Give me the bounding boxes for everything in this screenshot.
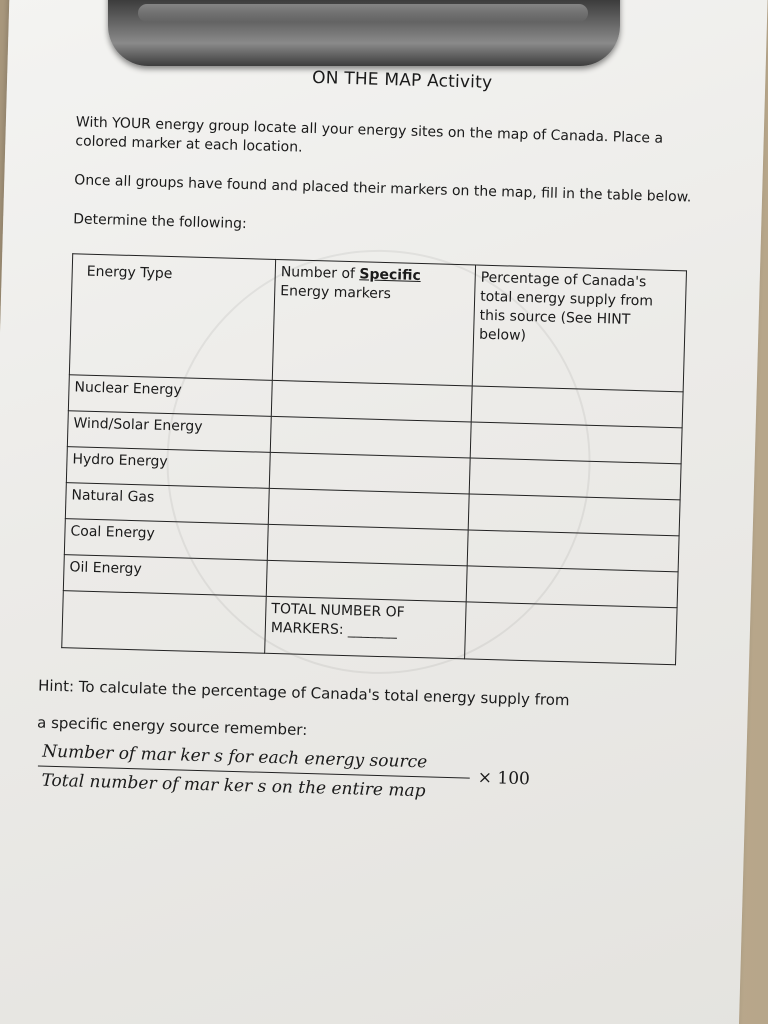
instructions-paragraph-2: Once all groups have found and placed their markers on the map, fill in the table below.	[74, 172, 692, 206]
percentage-cell[interactable]	[469, 458, 681, 500]
markers-cell[interactable]	[269, 452, 470, 494]
energy-type-cell: Oil Energy	[63, 555, 267, 597]
energy-table	[61, 253, 687, 665]
total-empty-cell	[62, 591, 267, 654]
energy-type-cell: Coal Energy	[64, 519, 268, 561]
hint-line-1: Hint: To calculate the percentage of Canada's total energy supply from	[37, 676, 570, 710]
header-markers-suffix: Energy markers	[280, 283, 392, 303]
header-percentage: Percentage of Canada's total energy supply from this source (See HINT below)	[472, 265, 686, 392]
percentage-cell[interactable]	[468, 494, 680, 536]
formula-numerator: Number of mar ker s for each energy source	[42, 741, 428, 773]
worksheet-content	[36, 61, 697, 810]
table-header-row	[69, 254, 686, 392]
hint-line-2: a specific energy source remember:	[36, 713, 308, 740]
markers-cell[interactable]	[268, 488, 469, 530]
percentage-cell[interactable]	[466, 566, 678, 608]
instructions-paragraph-1: With YOUR energy group locate all your energy sites on the map of Canada. Place a colored marker at each location.	[75, 114, 664, 156]
percentage-formula	[37, 740, 558, 807]
percentage-cell[interactable]	[467, 530, 679, 572]
energy-type-cell: Hydro Energy	[66, 447, 270, 489]
header-energy-type: Energy Type	[69, 254, 275, 381]
page-title: ON THE MAP Activity	[311, 67, 493, 93]
energy-type-cell: Wind/Solar Energy	[67, 411, 271, 453]
formula-denominator: Total number of mar ker s on the entire map	[41, 770, 426, 802]
clipboard-clip	[108, 0, 620, 66]
instructions-paragraph-3: Determine the following:	[72, 211, 247, 233]
total-percentage-cell[interactable]	[465, 602, 678, 665]
header-number-of-markers	[272, 259, 475, 386]
markers-cell[interactable]	[266, 560, 467, 602]
formula-multiplier: × 100	[477, 767, 531, 790]
header-markers-prefix: Number of	[280, 264, 360, 283]
markers-cell[interactable]	[270, 416, 471, 458]
energy-type-cell: Natural Gas	[65, 483, 269, 525]
percentage-cell[interactable]	[470, 422, 682, 464]
total-markers-label[interactable]: TOTAL NUMBER OF MARKERS: _______	[265, 596, 467, 659]
energy-type-cell: Nuclear Energy	[68, 375, 272, 417]
markers-cell[interactable]	[271, 380, 472, 422]
clip-highlight	[138, 4, 588, 22]
percentage-cell[interactable]	[471, 386, 683, 428]
markers-cell[interactable]	[267, 524, 468, 566]
header-markers-emphasis: Specific	[359, 266, 421, 284]
